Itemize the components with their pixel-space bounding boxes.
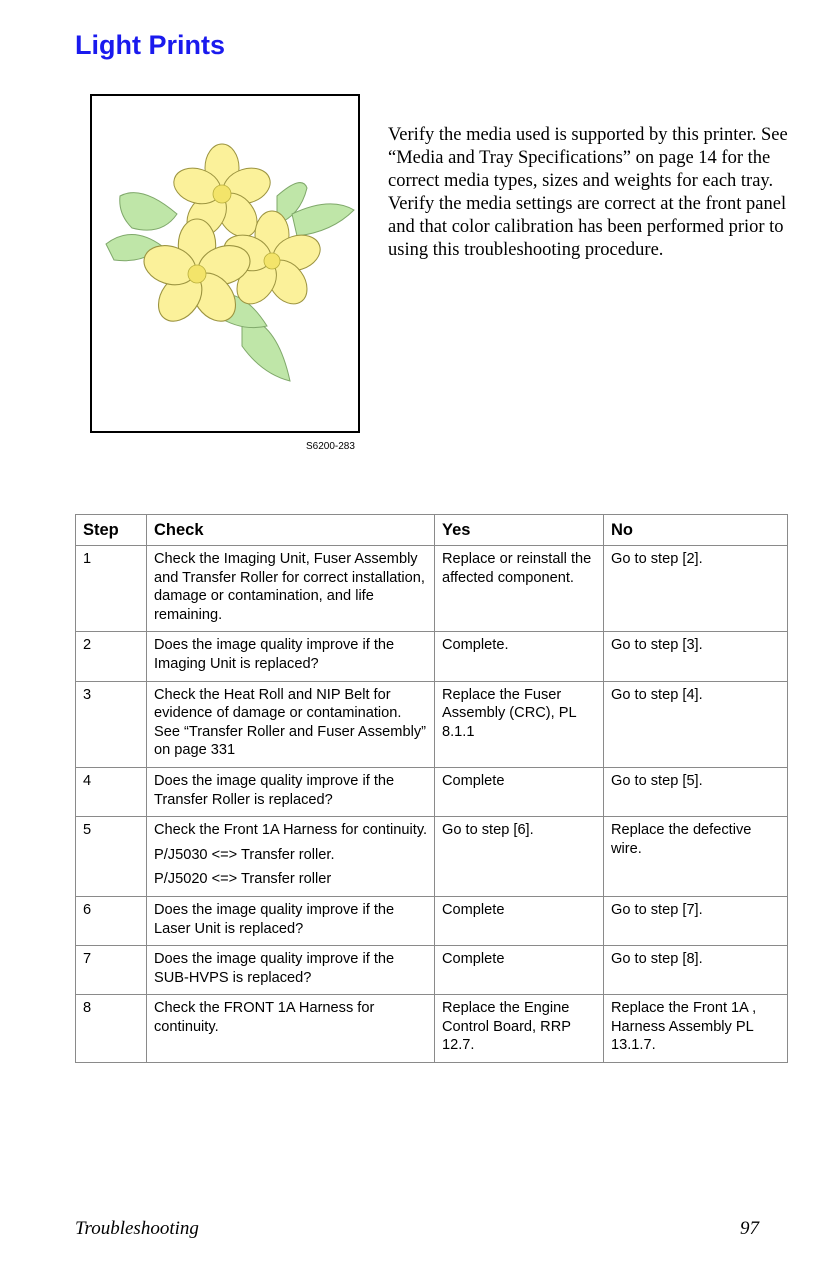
step-number: 8 <box>76 995 147 1063</box>
flower-illustration <box>92 96 358 431</box>
step-number: 4 <box>76 767 147 816</box>
header-yes: Yes <box>435 515 604 546</box>
yes-action: Complete <box>435 946 604 995</box>
table-header-row <box>76 515 788 546</box>
yes-action: Go to step [6]. <box>435 817 604 897</box>
light-prints-figure <box>90 94 360 433</box>
no-action: Go to step [2]. <box>604 546 788 632</box>
footer-page-number: 97 <box>740 1218 759 1239</box>
table-row <box>76 896 788 945</box>
intro-paragraph: Verify the media used is supported by this printer. See “Media and Tray Specifications” on page 14 for the correct media types, sizes and weights for each tray. Verify the media settings are correct at the front panel and that color calibration has been performed prior to using this troubleshooting procedure. <box>388 125 788 260</box>
step-number: 2 <box>76 632 147 681</box>
check-subline: P/J5020 <=> Transfer roller <box>154 871 332 888</box>
troubleshooting-table <box>75 514 788 1063</box>
no-action: Go to step [8]. <box>604 946 788 995</box>
yes-action: Replace or reinstall the affected component. <box>435 546 604 632</box>
step-number: 6 <box>76 896 147 945</box>
check-text: Check the FRONT 1A Harness for continuity. <box>147 995 435 1063</box>
yes-action: Complete. <box>435 632 604 681</box>
table-row <box>76 767 788 816</box>
check-text: Check the Front 1A Harness for continuity. <box>154 822 428 839</box>
check-text: Does the image quality improve if the SUB-HVPS is replaced? <box>147 946 435 995</box>
step-number: 3 <box>76 681 147 767</box>
no-action: Replace the Front 1A , Harness Assembly PL 13.1.7. <box>604 995 788 1063</box>
table-row <box>76 946 788 995</box>
check-cell <box>147 817 435 897</box>
header-check: Check <box>147 515 435 546</box>
check-subline: P/J5030 <=> Transfer roller. <box>154 846 335 863</box>
no-action: Go to step [4]. <box>604 681 788 767</box>
check-text: Check the Imaging Unit, Fuser Assembly and Transfer Roller for correct installation, damage or contamination, and life remaining. <box>147 546 435 632</box>
table-row <box>76 681 788 767</box>
yes-action: Complete <box>435 767 604 816</box>
no-action: Go to step [5]. <box>604 767 788 816</box>
step-number: 7 <box>76 946 147 995</box>
check-text: Check the Heat Roll and NIP Belt for evidence of damage or contamination. See “Transfer Roller and Fuser Assembly” on page 331 <box>147 681 435 767</box>
step-number: 1 <box>76 546 147 632</box>
figure-code: S6200-283 <box>306 441 355 452</box>
check-text: Does the image quality improve if the Transfer Roller is replaced? <box>147 767 435 816</box>
table-row <box>76 632 788 681</box>
header-no: No <box>604 515 788 546</box>
no-action: Go to step [7]. <box>604 896 788 945</box>
page-title: Light Prints <box>75 30 225 60</box>
step-number: 5 <box>76 817 147 897</box>
footer-section: Troubleshooting <box>75 1218 199 1239</box>
yes-action: Replace the Fuser Assembly (CRC), PL 8.1.1 <box>435 681 604 767</box>
no-action: Go to step [3]. <box>604 632 788 681</box>
table-row <box>76 546 788 632</box>
table-row <box>76 995 788 1063</box>
yes-action: Complete <box>435 896 604 945</box>
table-row <box>76 817 788 897</box>
no-action: Replace the defective wire. <box>604 817 788 897</box>
yes-action: Replace the Engine Control Board, RRP 12.7. <box>435 995 604 1063</box>
check-text: Does the image quality improve if the Laser Unit is replaced? <box>147 896 435 945</box>
check-text: Does the image quality improve if the Imaging Unit is replaced? <box>147 632 435 681</box>
header-step: Step <box>76 515 147 546</box>
